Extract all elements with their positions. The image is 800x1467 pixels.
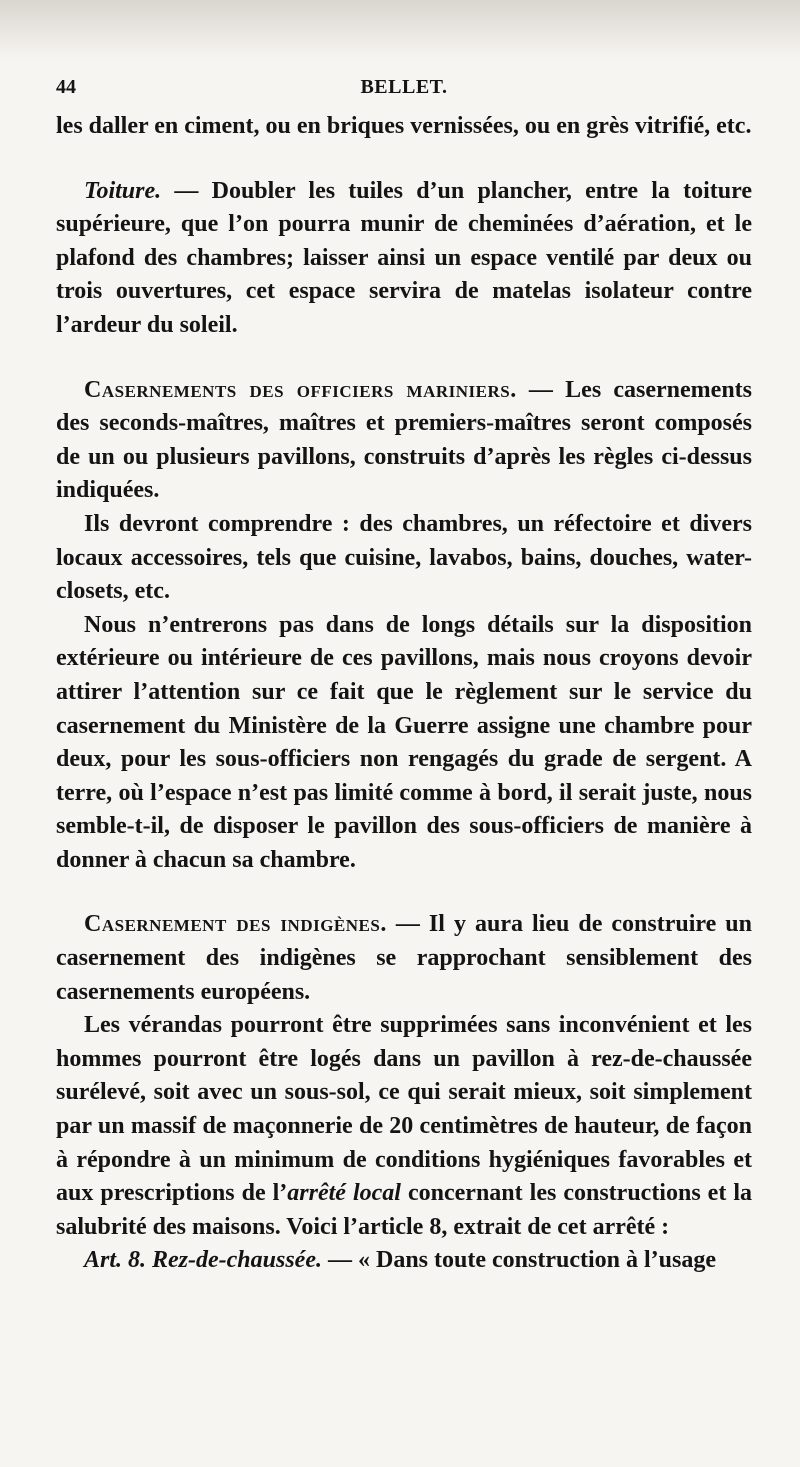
paragraph-officers-barracks	[56, 374, 752, 508]
running-title: BELLET.	[360, 76, 448, 98]
paragraph-text: Ils devront comprendre : des chambres, un réfectoire et divers locaux accessoires, tels que cuisine, lavabos, bains, douches, water-closets, etc.	[56, 510, 752, 605]
paragraph-rooms	[56, 508, 752, 609]
paragraph-text: Doubler les tuiles d’un plancher, entre la toiture supérieure, que l’on pourra munir de cheminées d’aération, et le plafond des chambres; laisser ainsi un espace ventilé par deux ou trois ouvertures, cet espace servira de matelas isolateur contre l’ardeur du soleil.	[56, 177, 753, 338]
paragraph-floor-materials	[56, 110, 752, 144]
em-dash: —	[161, 177, 212, 204]
paragraph-text: Les vérandas pourront être supprimées sans inconvénient et les hommes pourront être logés dans un pavillon à rez-de-chaussée surélevé, soit avec un sous-sol, ce qui serait mieux, soit simplement par un massif de maçonnerie de 20 centimètres de hauteur, de façon à répondre à un minimum de conditions hygiéniques favorables et aux prescriptions de l’	[56, 1012, 752, 1207]
paragraph-article-8	[56, 1244, 752, 1278]
section-lead-roofing: Toiture.	[84, 177, 162, 204]
paragraph-text: Nous n’entrerons pas dans de longs détails sur la disposition extérieure ou intérieure de ces pavillons, mais nous croyons devoir attirer l’attention sur ce fait que le règlement sur le service du casernement du Ministère de la Guerre assigne une chambre pour deux, pour les sous-officiers non rengagés du grade de sergent. A terre, où l’espace n’est pas limité comme à bord, il serait juste, nous semble-t-il, de disposer le pavillon des sous-officiers de manière à donner à chacun sa chambre.	[56, 611, 752, 873]
paragraph-text: Il y aura lieu de construire un casernement des indigènes se rapprochant sensiblement des casernements européens.	[56, 911, 752, 1005]
paragraph-text: les daller en ciment, ou en briques vernissées, ou en grès vitrifié, etc.	[56, 113, 752, 139]
article-lead: Art. 8. Rez-de-chaussée.	[84, 1247, 322, 1274]
paragraph-pavilions	[56, 609, 752, 878]
paragraph-indigenous-barracks	[56, 908, 752, 1009]
paragraph-text: concernant les constructions et la salubrité des maisons. Voici l’article 8, extrait de cet arrêté :	[56, 1180, 753, 1240]
em-dash: —	[386, 911, 429, 938]
em-dash: —	[516, 376, 566, 403]
paragraph-text: — « Dans toute construction à l’usage	[321, 1247, 716, 1274]
scan-border-shadow	[0, 0, 800, 60]
paragraph-text: Les casernements des seconds-maîtres, maîtres et premiers-maîtres seront composés de un ou plusieurs pavillons, construits d’après les règles ci-dessus indiquées.	[56, 376, 752, 504]
page-number: 44	[56, 76, 76, 98]
section-lead-officers: Casernements des officiers mariniers.	[84, 376, 517, 403]
italic-term: arrêté local	[287, 1180, 401, 1207]
section-lead-indigenous: Casernement des indigènes.	[84, 911, 387, 938]
page-header	[56, 76, 752, 110]
book-page	[56, 76, 752, 1278]
paragraph-roofing	[56, 175, 752, 343]
paragraph-verandas	[56, 1009, 752, 1244]
